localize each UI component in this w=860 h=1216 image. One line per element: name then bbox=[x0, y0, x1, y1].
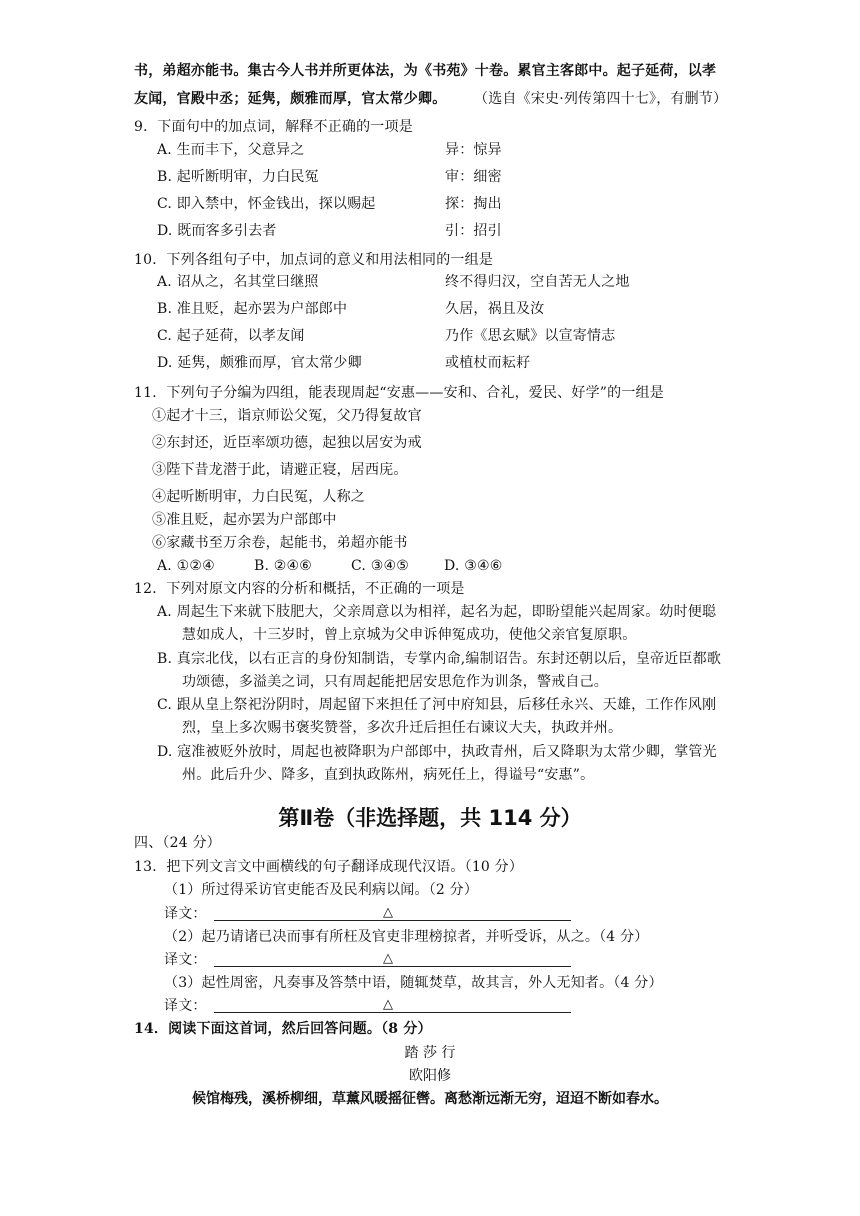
q12-option-a-line-1[interactable]: A. 周起生下来就下肢肥大，父亲周意以为相祥，起名为起，即盼望能兴起周家。幼时便聪 bbox=[157, 604, 717, 620]
q12-stem: 12．下列对原文内容的分析和概括，不正确的一项是 bbox=[134, 581, 465, 597]
q12-option-c-line-1[interactable]: C. 跟从皇上祭祀汾阴时，周起留下来担任了河中府知县，后移任永兴、天雄，工作作风刚 bbox=[157, 697, 717, 713]
q10-option-a-right: 终不得归汉，空自苦无人之地 bbox=[445, 274, 630, 290]
q9-option-a-sentence: A. 生而丰下，父意异之 bbox=[157, 142, 305, 158]
q11-choice-d[interactable]: D. ③④⑥ bbox=[444, 558, 503, 574]
q14-stem: 14．阅读下面这首词，然后回答问题。（8 分） bbox=[134, 1021, 432, 1037]
q11-choice-c[interactable]: C. ③④⑤ bbox=[351, 558, 409, 574]
q13-sub-2: （2）起乃请诸已决而事有所枉及官吏非理榜掠者，并听受诉，从之。（4 分） bbox=[164, 929, 649, 945]
q12-option-d-line-1[interactable]: D. 寇准被贬外放时，周起也被降职为户部郎中，执政青州，后又降职为太常少卿，掌管光 bbox=[157, 744, 717, 760]
q10-option-d-right: 或植杖而耘耔 bbox=[445, 355, 531, 371]
answer-triangle-marker-1: △ bbox=[383, 905, 393, 920]
q10-option-c-left: C. 起子延荷，以孝友闻 bbox=[157, 328, 305, 344]
q11-item-6: ⑥家藏书至万余卷，起能书，弟超亦能书 bbox=[152, 535, 408, 551]
q11-item-2: ②东封还，近臣率颂功德，起独以居安为戒 bbox=[152, 435, 422, 451]
q13-sub-3: （3）起性周密，凡奏事及答禁中语，随辄焚草，故其言，外人无知者。（4 分） bbox=[164, 975, 663, 991]
q9-option-b-sentence: B. 起听断明审，力白民冤 bbox=[157, 169, 319, 185]
q9-option-b-gloss: 审：细密 bbox=[445, 169, 502, 185]
q12-option-d-line-2: 州。此后升少、降多，直到执政陈州，病死任上，得谥号“安惠”。 bbox=[182, 767, 595, 783]
q11-item-1: ①起才十三，诣京师讼父冤，父乃得复故官 bbox=[152, 408, 422, 424]
passage-line-2: 友闻，官殿中丞；延隽，颇雅而厚，官太常少卿。 bbox=[134, 91, 447, 107]
q11-item-3: ③陛下昔龙潜于此，请避正寝，居西庑。 bbox=[152, 462, 408, 478]
q10-option-a-left: A. 诏从之，名其堂曰继照 bbox=[157, 274, 319, 290]
q11-choice-a[interactable]: A. ①②④ bbox=[157, 558, 215, 574]
q11-item-4: ④起听断明审，力白民冤，人称之 bbox=[152, 489, 365, 505]
q10-option-c-right: 乃作《思玄赋》以宣寄情志 bbox=[445, 328, 616, 344]
q10-option-d-left: D. 延隽，颇雅而厚，官太常少卿 bbox=[157, 355, 362, 371]
q9-option-c-sentence: C. 即入禁中，怀金钱出，探以赐起 bbox=[157, 196, 376, 212]
q12-option-a-line-2: 慧如成人，十三岁时，曾上京城为父申诉伸冤成功，使他父亲官复原职。 bbox=[182, 627, 637, 643]
passage-source: （选自《宋史·列传第四十七》，有删节） bbox=[474, 91, 728, 107]
q9-option-a-gloss: 异：惊异 bbox=[445, 142, 502, 158]
answer-triangle-marker-2: △ bbox=[383, 951, 393, 966]
q10-option-b-left: B. 准且贬，起亦罢为户部郎中 bbox=[157, 301, 348, 317]
q12-option-b-line-1[interactable]: B. 真宗北伐，以右正言的身份知制诰，专掌内命,编制诏告。东封还朝以后，皇帝近臣都歌 bbox=[157, 651, 722, 667]
q10-option-b-right: 久居，祸且及汝 bbox=[445, 301, 545, 317]
section-2-title: 第Ⅱ卷（非选择题，共 114 分） bbox=[278, 806, 582, 830]
q10-stem: 10．下列各组句子中，加点词的意义和用法相同的一组是 bbox=[134, 252, 494, 268]
q9-option-d-gloss: 引：招引 bbox=[445, 223, 502, 239]
q13-answer-label-3: 译文： bbox=[164, 998, 207, 1014]
poem-title: 踏 莎 行 bbox=[404, 1045, 456, 1061]
q13-stem: 13．把下列文言文中画横线的句子翻译成现代汉语。（10 分） bbox=[134, 859, 524, 875]
q13-answer-line-1[interactable] bbox=[214, 920, 571, 921]
q13-answer-label-2: 译文： bbox=[164, 952, 207, 968]
q11-choice-b[interactable]: B. ②④⑥ bbox=[254, 558, 313, 574]
q11-stem: 11．下列句子分编为四组，能表现周起“安惠——安和、合礼，爱民、好学”的一组是 bbox=[134, 385, 664, 401]
q13-sub-1: （1）所过得采访官吏能否及民利病以闻。（2 分） bbox=[164, 882, 479, 898]
q9-option-c-gloss: 探：掏出 bbox=[445, 196, 502, 212]
passage-line-1: 书，弟超亦能书。集古今人书并所更体法，为《书苑》十卷。累官主客郎中。起子延荷，以孝 bbox=[134, 63, 717, 79]
poem-author: 欧阳修 bbox=[409, 1068, 451, 1084]
q9-stem: 9．下面句中的加点词，解释不正确的一项是 bbox=[134, 119, 413, 135]
q13-answer-label-1: 译文： bbox=[164, 906, 207, 922]
q9-option-d-sentence: D. 既而客多引去者 bbox=[157, 223, 277, 239]
q13-answer-line-3[interactable] bbox=[214, 1012, 571, 1013]
part-4-heading: 四、（24 分） bbox=[134, 835, 221, 851]
q12-option-b-line-2: 功颂德，多溢美之词，只有周起能把居安思危作为训条，警戒自己。 bbox=[182, 674, 608, 690]
q12-option-c-line-2: 烈，皇上多次赐书褒奖赞誉，多次升迁后担任右谏议大夫，执政并州。 bbox=[182, 720, 623, 736]
q13-answer-line-2[interactable] bbox=[214, 966, 571, 967]
q11-item-5: ⑤准且贬，起亦罢为户部郎中 bbox=[152, 512, 337, 528]
poem-line-1: 候馆梅残，溪桥柳细，草薰风暖摇征辔。离愁渐远渐无穷，迢迢不断如春水。 bbox=[192, 1091, 668, 1107]
answer-triangle-marker-3: △ bbox=[383, 997, 393, 1012]
